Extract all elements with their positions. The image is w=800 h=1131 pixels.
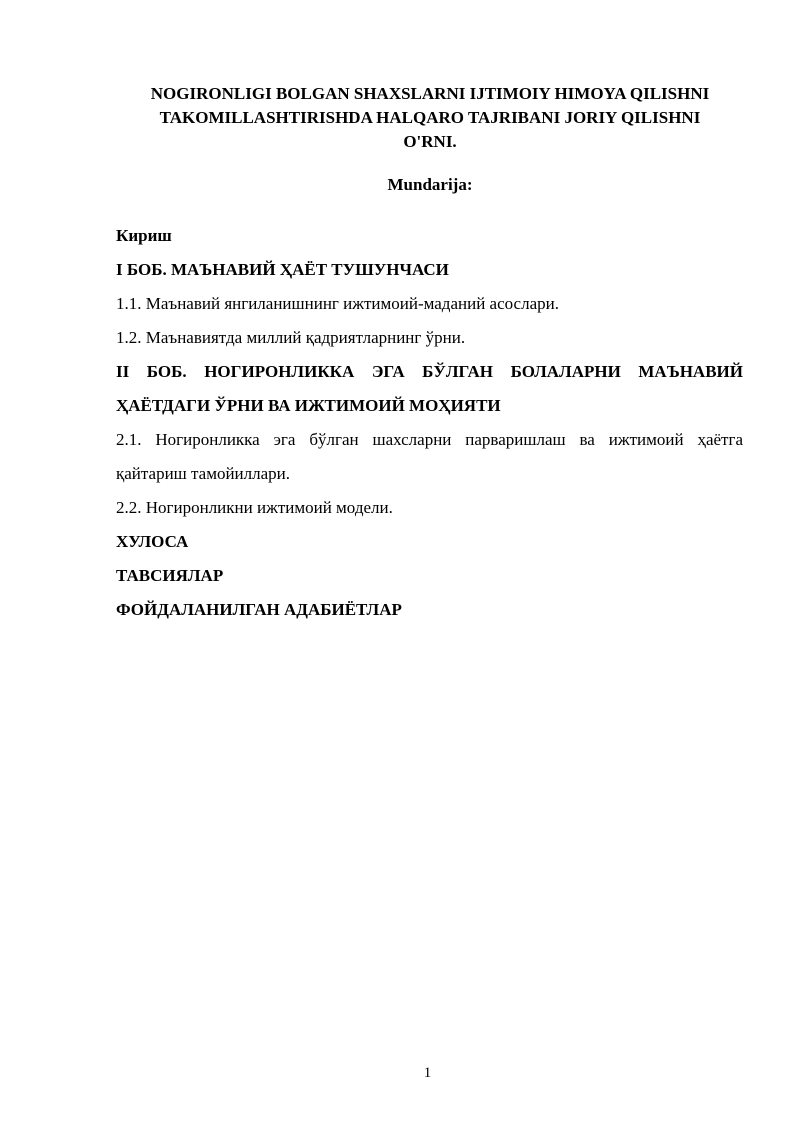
title-line-3: O'RNI. (403, 132, 457, 151)
title-line-2: TAKOMILLASHTIRISHDA HALQARO TAJRIBANI JORIY QILISHNI (159, 108, 701, 127)
toc-item-intro: Кириш (116, 226, 172, 245)
toc-item-conclusion: ХУЛОСА (116, 532, 189, 551)
contents-heading: Mundarija: (387, 175, 473, 194)
toc-item-recommendations: ТАВСИЯЛАР (116, 566, 224, 585)
page-number: 1 (423, 1065, 432, 1081)
document-title (110, 82, 750, 154)
toc-item-chapter-1: I БОБ. МАЪНАВИЙ ҲАЁТ ТУШУНЧАСИ (116, 260, 449, 279)
table-of-contents (116, 219, 743, 627)
toc-item-section-1-1: 1.1. Маънавий янгиланишнинг ижтимоий-маданий асослари. (116, 294, 559, 313)
toc-item-chapter-2-line-2: ҲАЁТДАГИ ЎРНИ ВА ИЖТИМОИЙ МОҲИЯТИ (116, 396, 501, 415)
toc-item-section-2-1-line-2: қайтариш тамойиллари. (116, 464, 291, 483)
toc-item-chapter-2-line-1: II БОБ. НОГИРОНЛИККА ЭГА БЎЛГАН БОЛАЛАРНИ МАЪНАВИЙ (116, 362, 743, 381)
toc-item-section-2-2: 2.2. Ногиронликни ижтимоий модели. (116, 498, 393, 517)
title-line-1: NOGIRONLIGI BOLGAN SHAXSLARNI IJTIMOIY HIMOYA QILISHNI (150, 84, 710, 103)
toc-item-section-1-2: 1.2. Маънавиятда миллий қадриятларнинг ўрни. (116, 328, 466, 347)
toc-item-references: ФОЙДАЛАНИЛГАН АДАБИЁТЛАР (116, 600, 402, 619)
toc-item-section-2-1-line-1: 2.1. Ногиронликка эга бўлган шахсларни парваришлаш ва ижтимоий ҳаётга (116, 430, 743, 449)
